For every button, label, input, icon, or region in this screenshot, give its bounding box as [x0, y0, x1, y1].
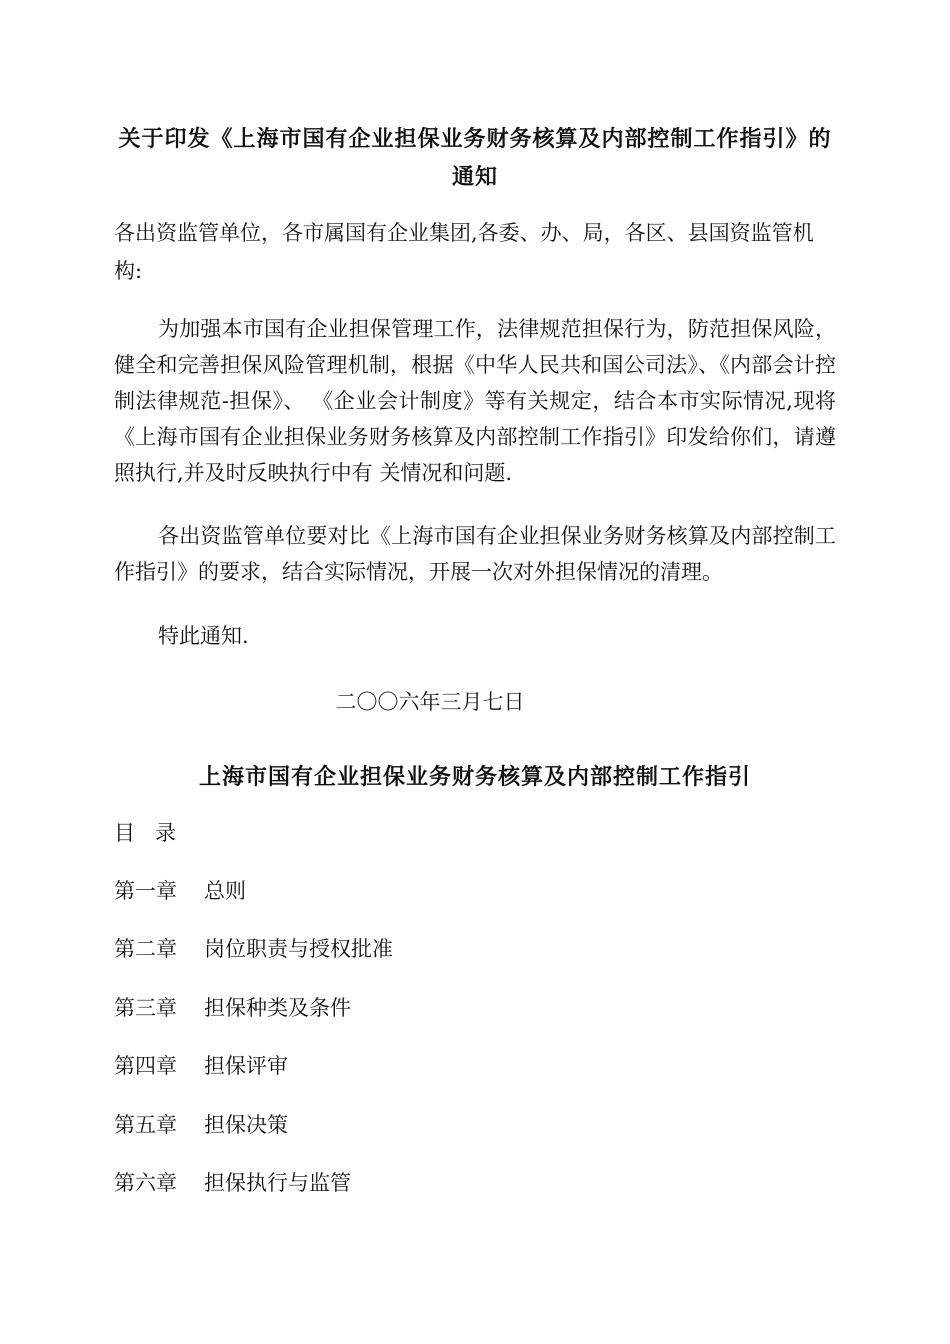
- chapter-name: 总则: [204, 879, 246, 903]
- toc-item-chapter-5: [114, 1107, 836, 1165]
- chapter-name: 担保决策: [204, 1112, 288, 1137]
- chapter-name: 担保评审: [204, 1054, 288, 1079]
- toc-item-chapter-2: [114, 931, 836, 989]
- chapter-name: 担保执行与监管: [204, 1170, 351, 1195]
- chapter-number: 第四章: [114, 1054, 177, 1079]
- toc-item-chapter-4: [114, 1048, 836, 1106]
- toc-item-chapter-3: [114, 990, 836, 1048]
- toc-item-chapter-1: [114, 873, 836, 931]
- guide-title: 上海市国有企业担保业务财务核算及内部控制工作指引: [198, 764, 751, 790]
- notice-date: 二〇〇六年三月七日: [335, 690, 525, 714]
- table-of-contents: [114, 873, 836, 1223]
- notice-closing: 特此通知.: [158, 624, 249, 648]
- toc-heading: 目录: [114, 821, 196, 845]
- chapter-number: 第五章: [114, 1112, 177, 1137]
- chapter-name: 担保种类及条件: [204, 995, 351, 1020]
- chapter-name: 岗位职责与授权批准: [204, 937, 393, 962]
- notice-title: 关于印发《上海市国有企业担保业务财务核算及内部控制工作指引》的通知: [118, 126, 832, 190]
- chapter-number: 第一章: [114, 879, 177, 903]
- notice-addressee: 各出资监管单位，各市属国有企业集团,各委、办、局，各区、县国资监管机构:: [114, 221, 814, 283]
- chapter-number: 第六章: [114, 1170, 177, 1195]
- chapter-number: 第三章: [114, 995, 177, 1020]
- notice-paragraph-1: 为加强本市国有企业担保管理工作，法律规范担保行为，防范担保风险，健全和完善担保风险管理机制，根据《中华人民共和国公司法》、《内部会计控制法律规范-担保》、 《企业会计制度》等有关规定，结合本市实际情况,现将《上海市国有企业担保业务财务核算及内部控制工作指引》印发给你们，请遵照执行,并及时反映执行中有 关情况和问题.: [114, 317, 836, 485]
- toc-item-chapter-6: [114, 1165, 836, 1223]
- chapter-number: 第二章: [114, 937, 177, 962]
- notice-paragraph-2: 各出资监管单位要对比《上海市国有企业担保业务财务核算及内部控制工作指引》的要求，结合实际情况，开展一次对外担保情况的清理。: [114, 524, 836, 584]
